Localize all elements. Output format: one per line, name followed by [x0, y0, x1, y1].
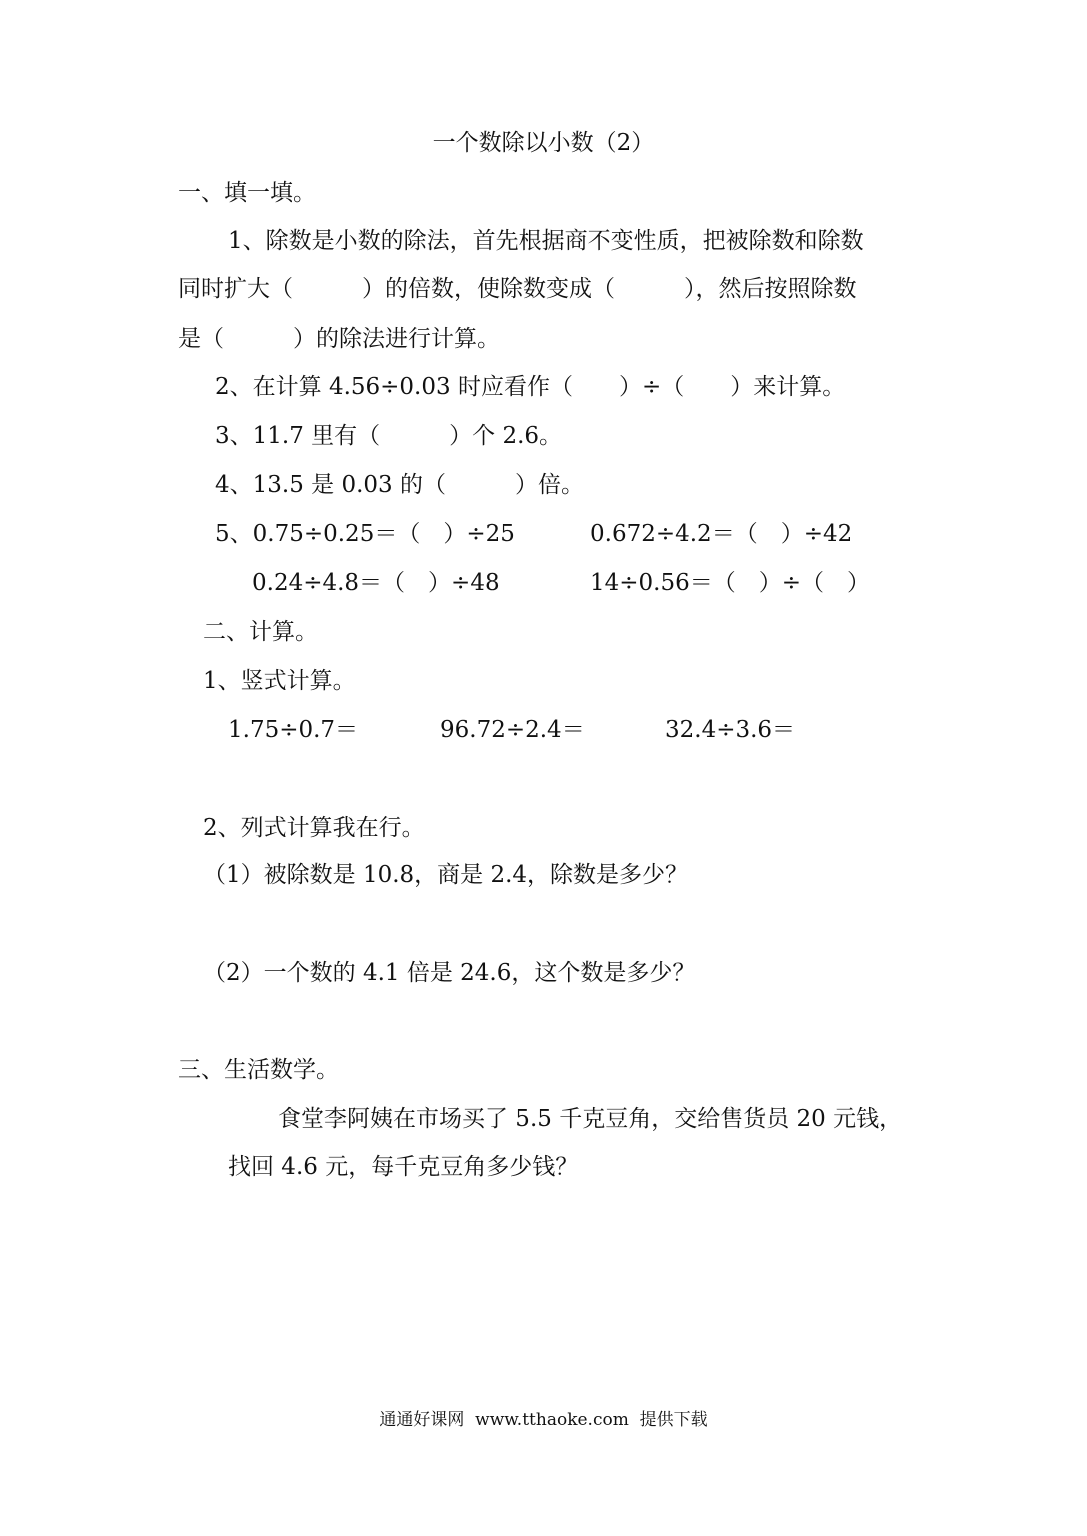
section3-heading: 三、生活数学。 [178, 1057, 339, 1083]
q2: 2、在计算 4.56÷0.03 时应看作（ ）÷（ ）来计算。 [215, 374, 846, 400]
footer-credit: 通通好课网 www.tthaoke.com 提供下载 [379, 1410, 708, 1430]
calc-item-2: 96.72÷2.4＝ [440, 717, 585, 743]
section3-line2: 找回 4.6 元，每千克豆角多少钱？ [228, 1154, 579, 1180]
q5-c: 0.24÷4.8＝（ ）÷48 [252, 570, 500, 596]
section2-heading: 二、计算。 [203, 619, 318, 645]
sub2-q2: （2）一个数的 4.1 倍是 24.6，这个数是多少？ [203, 960, 696, 986]
section3-line1: 食堂李阿姨在市场买了 5.5 千克豆角，交给售货员 20 元钱， [278, 1106, 903, 1132]
q5-b: 0.672÷4.2＝（ ）÷42 [590, 521, 853, 547]
q1-line2: 同时扩大（ ）的倍数，使除数变成（ ），然后按照除数 [178, 276, 857, 302]
calc-item-3: 32.4÷3.6＝ [665, 717, 796, 743]
q3: 3、11.7 里有（ ）个 2.6。 [215, 423, 563, 449]
section2-sub1-label: 1、竖式计算。 [203, 668, 356, 694]
page-title: 一个数除以小数（2） [432, 130, 655, 156]
section2-sub2-label: 2、列式计算我在行。 [203, 815, 425, 841]
q5-a: 5、0.75÷0.25＝（ ）÷25 [215, 521, 515, 547]
q5-d: 14÷0.56＝（ ）÷（ ） [590, 570, 871, 596]
q1-line1: 1、除数是小数的除法，首先根据商不变性质，把被除数和除数 [228, 228, 864, 254]
q4: 4、13.5 是 0.03 的（ ）倍。 [215, 472, 584, 498]
sub2-q1: （1）被除数是 10.8，商是 2.4，除数是多少？ [203, 862, 689, 888]
q1-line3: 是（ ）的除法进行计算。 [178, 326, 500, 352]
calc-item-1: 1.75÷0.7＝ [228, 717, 359, 743]
section1-heading: 一、填一填。 [178, 180, 316, 206]
